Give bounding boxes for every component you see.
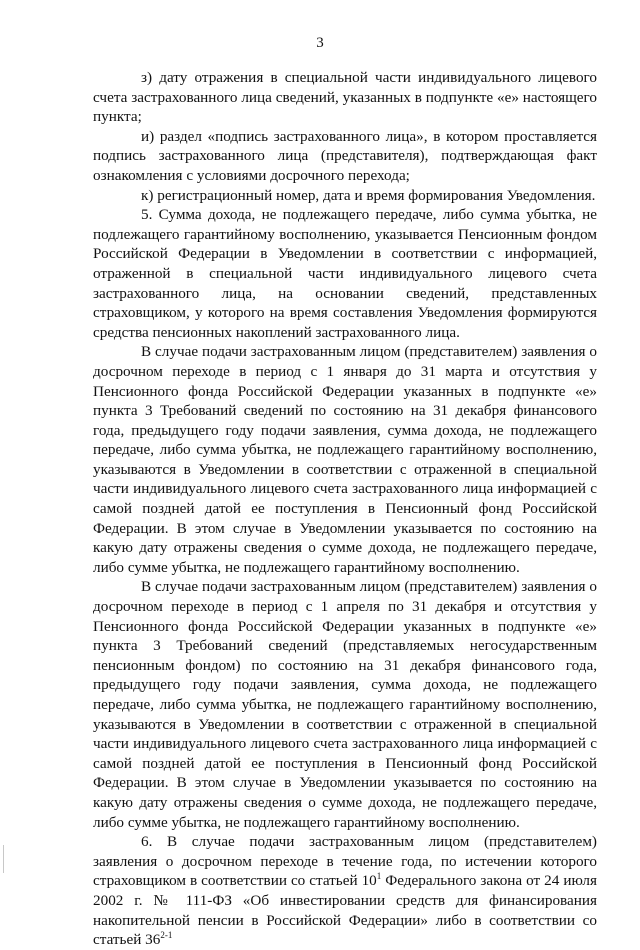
paragraph-january-march-case: В случае подачи застрахованным лицом (представителем) заявления о досрочном переходе в период с 1 января до 31 марта и отсутствия у Пенсионного фонда Российской Федерации указанных в подпункте «е» пункта 3 Требований сведений по состоянию на 31 декабря финансового года, предыдущего году подачи заявления, сумма дохода, не подлежащего передаче, либо сумма убытка, не подлежащего гарантийному восполнению, указываются в Уведомлении в соответствии с отраженной в специальной части индивидуального лицевого счета застрахованного лица информацией с самой поздней датой ее поступления в Пенсионный фонд Российской Федерации. В этом случае в Уведомлении указывается по состоянию на какую дату отражены сведения о сумме дохода, не подлежащего передаче, либо сумме убытка, не подлежащего гарантийному восполнению.: [93, 343, 597, 576]
paragraph-item-z: з) дату отражения в специальной части индивидуального лицевого счета застрахованного лица сведений, указанных в подпункте «е» настоящего пункта;: [93, 69, 597, 126]
clause-6-text-part1: 6. В случае подачи застрахованным лицом (представителем) заявления о досрочном переходе в течение года, по истечении которого страховщиком в соответствии со статьей 10: [93, 833, 597, 890]
document-body: [93, 68, 597, 950]
paragraph-item-i: и) раздел «подпись застрахованного лица», в котором проставляется подпись застрахованного лица (представителя), подтверждающая факт ознакомления с условиями досрочного перехода;: [93, 127, 597, 184]
clause-6-superscript-2: 2-1: [160, 930, 173, 941]
paragraph-clause-6: [93, 832, 597, 950]
paragraph-item-k: к) регистрационный номер, дата и время формирования Уведомления.: [141, 186, 596, 204]
clause-6-superscript-1: 1: [376, 871, 382, 882]
paragraph-clause-5: 5. Сумма дохода, не подлежащего передаче, либо сумма убытка, не подлежащего гарантийному восполнению, указывается Пенсионным фондом Российской Федерации в Уведомлении в соответствии с информацией, отраженной в специальной части индивидуального лицевого счета застрахованного лица, на основании сведений, представленных страховщиком, у которого на время составления Уведомления формируются средства пенсионных накоплений застрахованного лица.: [93, 206, 597, 341]
page-number: 3: [316, 35, 324, 51]
paragraph-april-december-case: В случае подачи застрахованным лицом (представителем) заявления о досрочном переходе в период с 1 апреля по 31 декабря и отсутствия у Пенсионного фонда Российской Федерации указанных в подпункте «е» пункта 3 Требований сведений (представляемых негосударственным пенсионным фондом) по состоянию на 31 декабря финансового года, предыдущего году подачи заявления, сумма дохода, не подлежащего передаче, либо сумма убытка, не подлежащего гарантийному восполнению, указываются в Уведомлении в соответствии с отраженной в специальной части индивидуального лицевого счета застрахованного лица информацией с самой поздней датой ее поступления в Пенсионный фонд Российской Федерации. В этом случае в Уведомлении указывается по состоянию на какую дату отражены сведения о сумме дохода, не подлежащего передаче, либо сумме убытка, не подлежащего гарантийному восполнению.: [93, 578, 597, 831]
scan-artifact-left: [3, 845, 4, 873]
clause-6-text-part2: Федерального закона от 24 июля 2002 г. № 111-ФЗ «Об инвестировании средств для финансирования накопительной пенсии в Российской Федерации» либо в соответствии со статьей 36: [93, 872, 597, 949]
